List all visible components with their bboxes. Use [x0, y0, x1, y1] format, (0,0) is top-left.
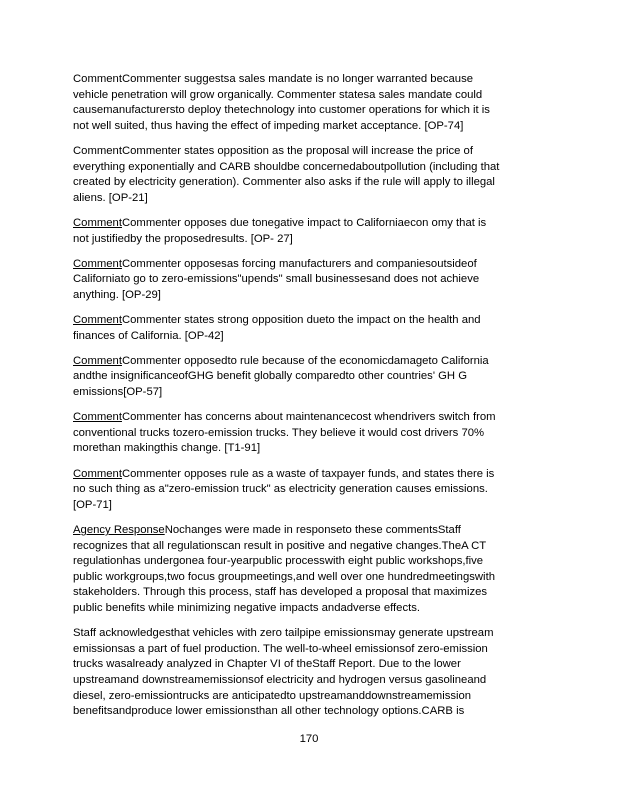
text-line: andthe insignificanceofGHG benefit globally comparedto other countries' GH G: [73, 370, 467, 383]
text-line: CommentCommenter suggestsa sales mandate is no longer warranted because: [73, 73, 473, 85]
text-line: everything exponentially and CARB shouldbe concernedaboutpollution (including that: [73, 160, 500, 173]
document-body: [73, 72, 541, 729]
text-line: trucks wasalready analyzed in Chapter VI of theStaff Report. Due to the lower: [73, 658, 461, 671]
text-line: causemanufacturersto deploy thetechnology into customer operations for which it is: [73, 104, 490, 117]
text-line: [OP-71]: [73, 498, 112, 511]
text-line: diesel, zero-emissiontrucks are anticipatedto upstreamanddownstreamemission: [73, 689, 472, 702]
text-line: emissionsas a part of fuel production. The well-to-wheel emissionsof zero-emission: [73, 642, 488, 655]
comment-paragraph: [73, 467, 541, 514]
text-line: CommentCommenter states opposition as the proposal will increase the price of: [73, 144, 473, 157]
text-line: public workgroups,two focus groupmeetings,and well over one hundredmeetingswith: [73, 570, 495, 583]
comment-paragraph: [73, 72, 541, 134]
text-line: CommentCommenter opposedto rule because of the economicdamageto California: [73, 354, 489, 367]
text-line: CommentCommenter opposes rule as a waste of taxpayer funds, and states there is: [73, 467, 495, 480]
comment-label: Comment: [73, 411, 122, 424]
comment-label: Comment: [73, 467, 122, 480]
comment-paragraph: [73, 144, 541, 206]
text-line: finances of California. [OP-42]: [73, 329, 224, 342]
text-line: not justifiedby the proposedresults. [OP- 27]: [73, 232, 293, 245]
text-line: not well suited, thus having the effect of impeding market acceptance. [OP-74]: [73, 119, 464, 132]
text-line: morethan makingthis change. [T1-91]: [73, 442, 261, 455]
text-line: Californiato go to zero-emissions"upends" small businessesand does not achieve: [73, 273, 480, 286]
text-line: CommentCommenter has concerns about maintenancecost whendrivers switch from: [73, 411, 496, 424]
comment-label: Comment: [73, 216, 122, 229]
text-line: emissions[OP-57]: [73, 386, 163, 399]
text-line: CommentCommenter opposes due tonegative impact to Californiaecon omy that is: [73, 216, 487, 229]
text-line: created by electricity generation). Commenter also asks if the rule will apply to illegal: [73, 176, 495, 189]
comment-label: Comment: [73, 144, 122, 157]
text-line: recognizes that all regulationscan result in positive and negative changes.TheA CT: [73, 539, 487, 552]
comment-label: Comment: [73, 354, 122, 367]
text-line: no such thing as a"zero-emission truck" as electricity generation causes emissions.: [73, 483, 488, 496]
text-line: public benefits while minimizing negative impacts andadverse effects.: [73, 601, 421, 614]
comment-paragraph: [73, 354, 541, 401]
text-line: Agency ResponseNochanges were made in responseto these commentsStaff: [73, 524, 461, 536]
agency-response-label: Agency Response: [73, 524, 165, 536]
comment-paragraph: [73, 216, 541, 247]
text-line: conventional trucks tozero-emission trucks. They believe it would cost drivers 70%: [73, 426, 485, 439]
comment-label: Comment: [73, 73, 122, 85]
comment-label: Comment: [73, 257, 122, 270]
text-line: CommentCommenter states strong opposition dueto the impact on the health and: [73, 314, 481, 327]
text-line: CommentCommenter opposesas forcing manufacturers and companiesoutsideof: [73, 257, 477, 270]
text-line: stakeholders. Through this process, staff has developed a proposal that maximizes: [73, 586, 488, 599]
text-line: anything. [OP-29]: [73, 288, 161, 301]
comment-paragraph: [73, 257, 541, 304]
text-line: aliens. [OP-21]: [73, 191, 148, 204]
text-line: benefitsandproduce lower emissionsthan all other technology options.CARB is: [73, 705, 465, 718]
page-number: 170: [299, 733, 319, 745]
text-line: Staff acknowledgesthat vehicles with zero tailpipe emissionsmay generate upstream: [73, 627, 494, 640]
text-line: vehicle penetration will grow organically. Commenter statesa sales mandate could: [73, 88, 483, 101]
agency-response-paragraph: [73, 523, 541, 617]
comment-paragraph: [73, 313, 541, 344]
staff-paragraph: [73, 626, 541, 720]
comment-label: Comment: [73, 314, 122, 327]
text-line: upstreamand downstreamemissionsof electricity and hydrogen versus gasolineand: [73, 673, 487, 686]
comment-paragraph: [73, 410, 541, 457]
text-line: regulationhas undergonea four-yearpublic processwith eight public workshops,five: [73, 555, 484, 568]
